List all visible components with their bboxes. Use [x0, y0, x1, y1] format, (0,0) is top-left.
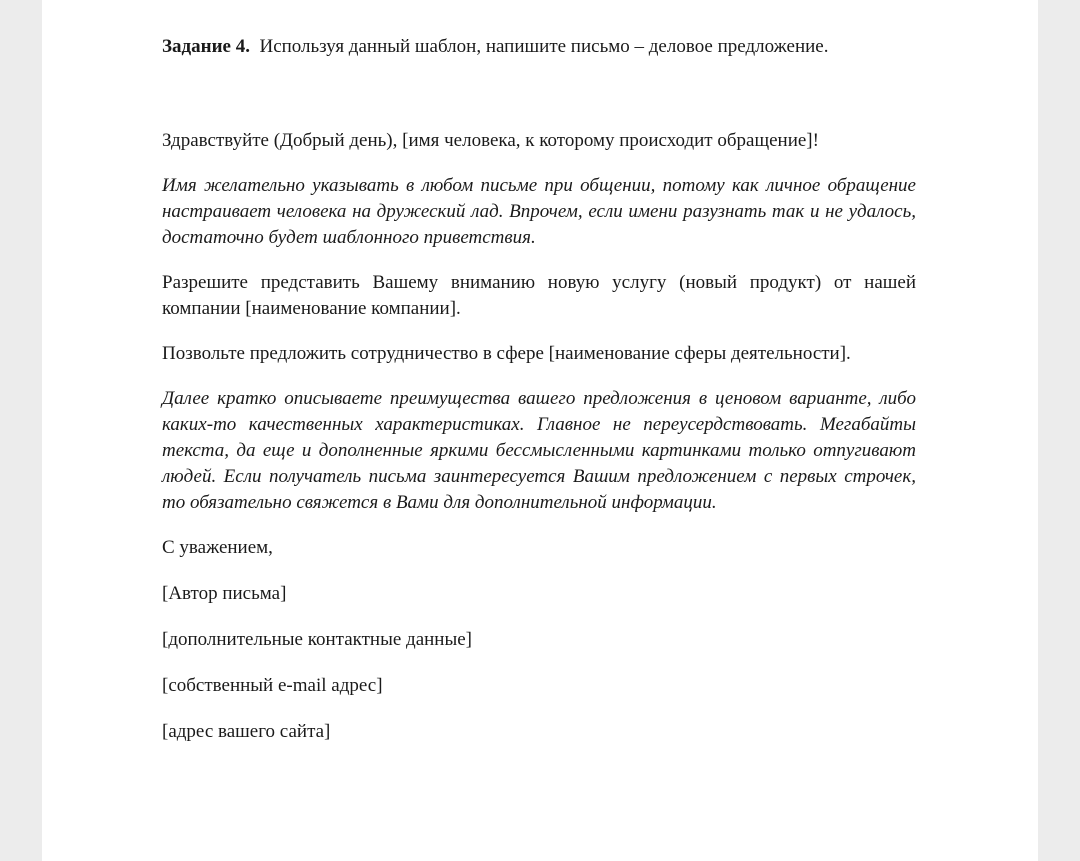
- signature-email: [собственный e-mail адрес]: [162, 675, 383, 696]
- task-label: Задание 4.: [162, 36, 250, 57]
- signature-website: [адрес вашего сайта]: [162, 721, 331, 742]
- task-text: Используя данный шаблон, напишите письмо – деловое предложение.: [259, 36, 829, 57]
- note-advantages-paragraph: Далее кратко описываете преимущества вашего предложения в ценовом варианте, либо каких-то качественных характеристиках. Главное не переусердствовать. Мегабайты текста, да еще и дополненные яркими бессмысленными картинками только отпугивают людей. Если получатель письма заинтересуется Вашим предложением с первых строчек, то обязательно свяжется в Вами для дополнительной информации.: [162, 388, 916, 513]
- signature-contacts: [дополнительные контактные данные]: [162, 629, 472, 650]
- note-name-paragraph: Имя желательно указывать в любом письме при общении, потому как личное обращение настраивает человека на дружеский лад. Впрочем, если имени разузнать так и не удалось, достаточно будет шаблонного приветствия.: [162, 175, 916, 248]
- document-page: [42, 0, 1038, 861]
- letter-closing: С уважением,: [162, 537, 273, 558]
- task-heading: [162, 34, 916, 60]
- letter-greeting: Здравствуйте (Добрый день), [имя человека, к которому происходит обращение]!: [162, 130, 819, 151]
- document-content: [162, 34, 916, 745]
- intro-paragraph: Разрешите представить Вашему вниманию новую услугу (новый продукт) от нашей компании [наименование компании].: [162, 272, 916, 319]
- cooperation-paragraph: Позвольте предложить сотрудничество в сфере [наименование сферы деятельности].: [162, 343, 851, 364]
- signature-author: [Автор письма]: [162, 583, 287, 604]
